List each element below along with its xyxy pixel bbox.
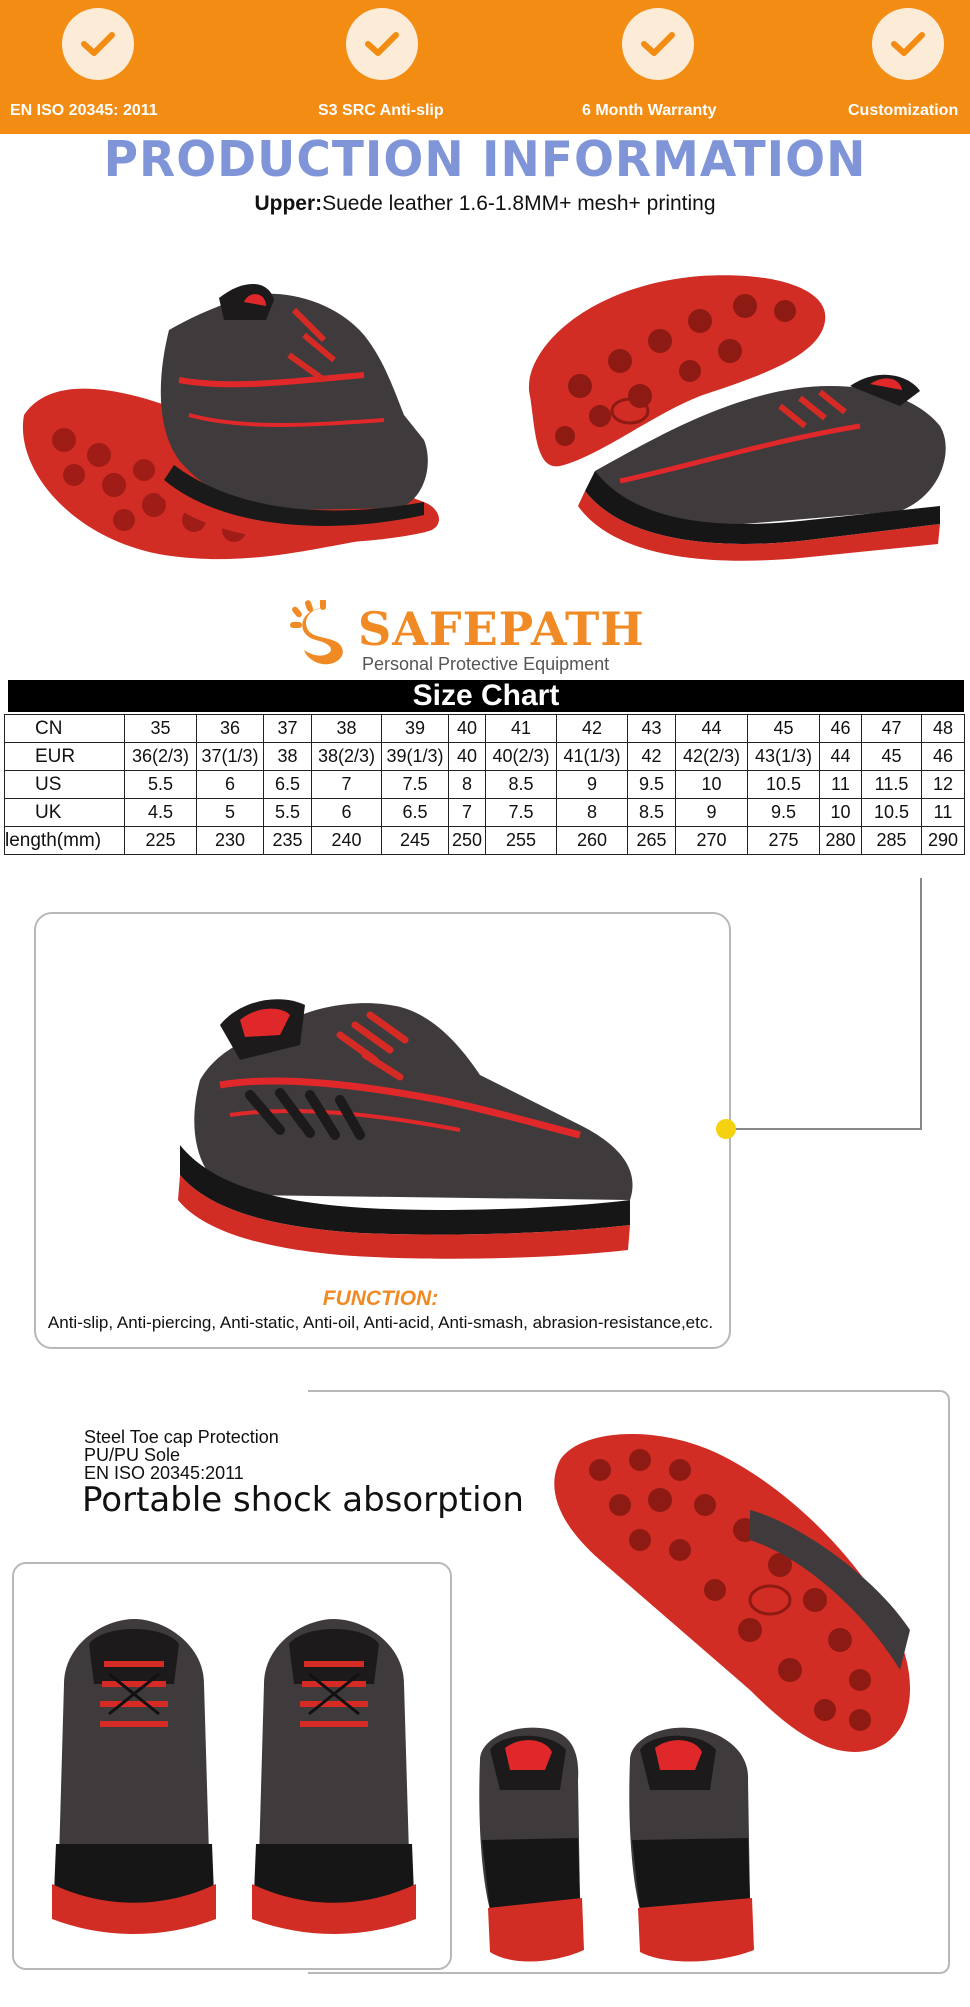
size-cell: 10.5 [862, 799, 922, 827]
size-row-label: length(mm) [5, 827, 125, 855]
size-cell: 235 [264, 827, 312, 855]
size-cell: 9.5 [748, 799, 820, 827]
size-cell: 8 [557, 799, 628, 827]
size-cell: 5.5 [125, 771, 197, 799]
size-cell: 265 [628, 827, 676, 855]
function-description: Anti-slip, Anti-piercing, Anti-static, Anti-oil, Anti-acid, Anti-smash, abrasion-resistance,etc. [47, 1313, 714, 1332]
size-cell: 6.5 [382, 799, 449, 827]
production-title: PRODUCTION INFORMATION [103, 130, 867, 189]
size-cell: 43 [628, 715, 676, 743]
check-icon [872, 8, 944, 80]
size-cell: 5 [197, 799, 264, 827]
size-cell: 10.5 [748, 771, 820, 799]
check-icon [346, 8, 418, 80]
size-cell: 42 [557, 715, 628, 743]
brand-tagline: Personal Protective Equipment [362, 654, 610, 674]
product-photo-side [4, 240, 474, 580]
size-row [5, 743, 965, 771]
size-cell: 7 [449, 799, 486, 827]
size-cell: 40 [449, 715, 486, 743]
size-cell: 40 [449, 743, 486, 771]
size-cell: 285 [862, 827, 922, 855]
size-cell: 45 [748, 715, 820, 743]
product-photo-rear [470, 1720, 780, 1970]
brand-name: SAFEPATH [358, 602, 645, 656]
size-cell: 275 [748, 827, 820, 855]
feature-anti-slip [300, 0, 500, 134]
size-cell: 240 [312, 827, 382, 855]
product-photo-function [160, 965, 640, 1265]
size-cell: 4.5 [125, 799, 197, 827]
connector-line [920, 878, 922, 1130]
size-row [5, 827, 965, 855]
size-cell: 8.5 [486, 771, 557, 799]
size-cell: 9 [557, 771, 628, 799]
size-chart-title: Size Chart [8, 680, 964, 712]
size-row [5, 771, 965, 799]
size-cell: 40(2/3) [486, 743, 557, 771]
spec-list [84, 1428, 279, 1482]
size-cell: 45 [862, 743, 922, 771]
upper-label: Upper: [254, 192, 323, 215]
size-cell: 8 [449, 771, 486, 799]
size-cell: 46 [922, 743, 965, 771]
size-cell: 43(1/3) [748, 743, 820, 771]
function-title: FUNCTION: [322, 1287, 439, 1310]
size-cell: 46 [820, 715, 862, 743]
size-cell: 39 [382, 715, 449, 743]
size-cell: 37(1/3) [197, 743, 264, 771]
size-cell: 7 [312, 771, 382, 799]
size-cell: 44 [820, 743, 862, 771]
check-icon [62, 8, 134, 80]
size-cell: 9 [676, 799, 748, 827]
feature-warranty [570, 0, 770, 134]
size-cell: 38(2/3) [312, 743, 382, 771]
safepath-logo [290, 600, 650, 678]
size-cell: 6 [197, 771, 264, 799]
size-cell: 11.5 [862, 771, 922, 799]
size-cell: 8.5 [628, 799, 676, 827]
feature-label: Customization [848, 102, 959, 119]
size-cell: 270 [676, 827, 748, 855]
upper-material [0, 192, 970, 216]
size-cell: 38 [312, 715, 382, 743]
size-cell: 7.5 [486, 799, 557, 827]
size-cell: 39(1/3) [382, 743, 449, 771]
size-cell: 290 [922, 827, 965, 855]
size-row [5, 715, 965, 743]
feature-banner [0, 0, 970, 134]
size-chart-table [4, 714, 965, 855]
size-cell: 260 [557, 827, 628, 855]
size-cell: 42(2/3) [676, 743, 748, 771]
size-row-label: CN [5, 715, 125, 743]
size-cell: 225 [125, 827, 197, 855]
size-cell: 10 [820, 799, 862, 827]
check-icon [622, 8, 694, 80]
feature-iso [0, 0, 200, 134]
front-photo-frame [12, 1562, 452, 1970]
connector-line [735, 1128, 922, 1130]
size-row-label: UK [5, 799, 125, 827]
size-cell: 6.5 [264, 771, 312, 799]
product-photo-front [34, 1604, 434, 1944]
size-cell: 7.5 [382, 771, 449, 799]
size-cell: 42 [628, 743, 676, 771]
sun-logo-icon [290, 600, 360, 670]
headline-shock-absorption: Portable shock absorption [82, 1480, 524, 1520]
feature-label: EN ISO 20345: 2011 [10, 102, 158, 119]
size-cell: 41(1/3) [557, 743, 628, 771]
size-cell: 11 [820, 771, 862, 799]
size-cell: 35 [125, 715, 197, 743]
size-cell: 36 [197, 715, 264, 743]
size-cell: 12 [922, 771, 965, 799]
size-cell: 6 [312, 799, 382, 827]
size-cell: 230 [197, 827, 264, 855]
size-cell: 9.5 [628, 771, 676, 799]
size-cell: 44 [676, 715, 748, 743]
size-cell: 11 [922, 799, 965, 827]
product-photo-sole [500, 266, 960, 576]
size-row-label: US [5, 771, 125, 799]
feature-label: 6 Month Warranty [582, 102, 717, 119]
feature-label: S3 SRC Anti-slip [318, 102, 444, 119]
size-row [5, 799, 965, 827]
size-cell: 47 [862, 715, 922, 743]
upper-value: Suede leather 1.6-1.8MM+ mesh+ printing [322, 192, 716, 215]
spec-line: EN ISO 20345:2011 [84, 1463, 244, 1483]
size-cell: 280 [820, 827, 862, 855]
spec-line: PU/PU Sole [84, 1445, 181, 1465]
size-cell: 41 [486, 715, 557, 743]
size-cell: 38 [264, 743, 312, 771]
size-cell: 48 [922, 715, 965, 743]
size-cell: 250 [449, 827, 486, 855]
spec-line: Steel Toe cap Protection [84, 1427, 279, 1447]
size-cell: 245 [382, 827, 449, 855]
size-row-label: EUR [5, 743, 125, 771]
size-cell: 36(2/3) [125, 743, 197, 771]
size-cell: 5.5 [264, 799, 312, 827]
size-cell: 255 [486, 827, 557, 855]
callout-dot [716, 1119, 736, 1139]
feature-customization [820, 0, 970, 134]
size-cell: 37 [264, 715, 312, 743]
size-cell: 10 [676, 771, 748, 799]
